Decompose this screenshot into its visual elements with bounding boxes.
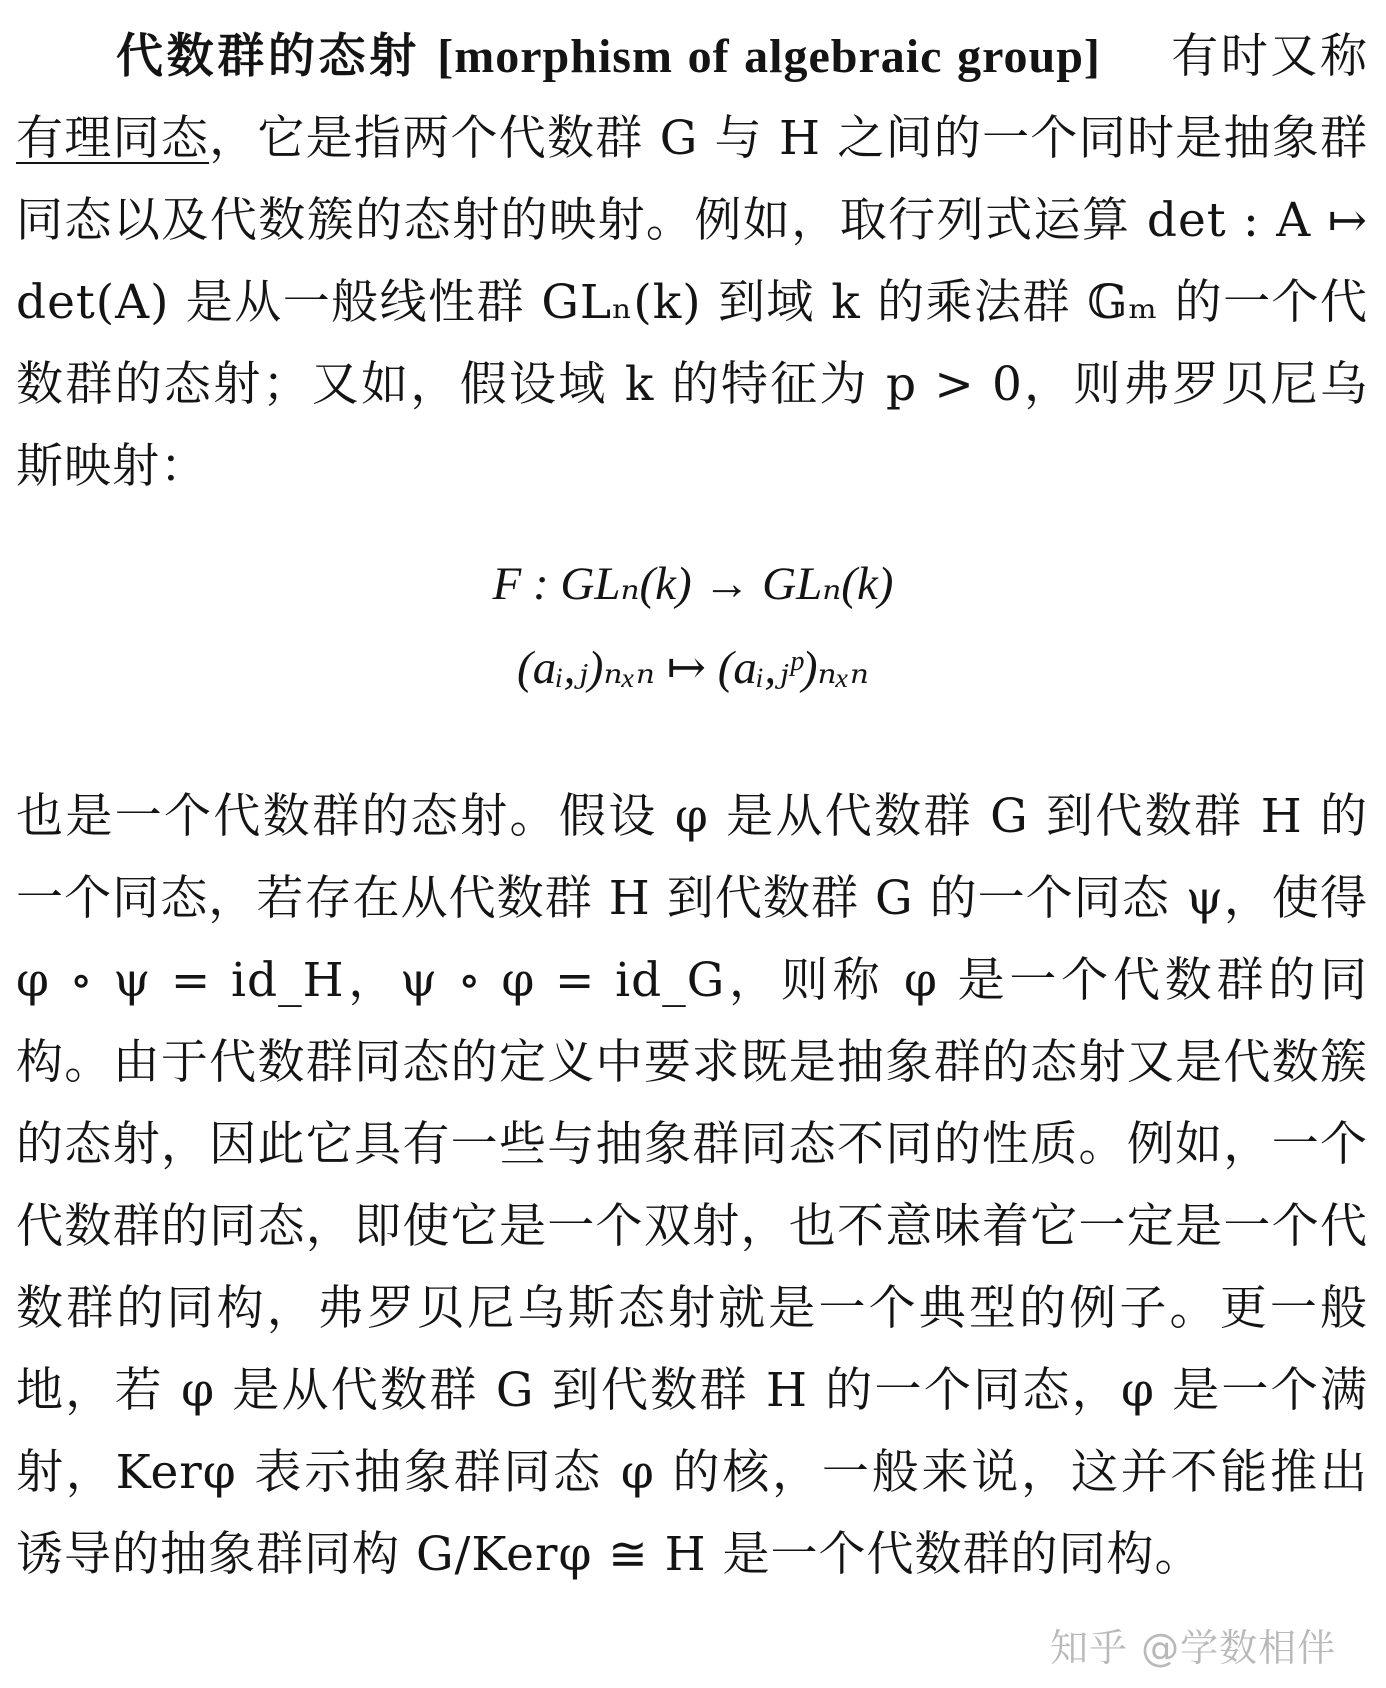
display-formula-line-2: (aᵢ,ⱼ)ₙₓₙ ↦ (aᵢ,ⱼᵖ)ₙₓₙ bbox=[517, 642, 869, 694]
cross-reference-link[interactable]: 有理同态 bbox=[16, 111, 210, 166]
body-paragraph: 也是一个代数群的态射。假设 φ 是从代数群 G 到代数群 H 的一个同态，若存在从代数群 H 到代数群 G 的一个同态 ψ，使得 φ ∘ ψ = id_H，ψ ∘ φ = id_G，则称 φ 是一个代数群的同构。由于代数群同态的定义中要求既是抽象群的态射又是代数簇的态射，因此它具有一些与抽象群同态不同的性质。例如，一个代数群的同态，即使它是一个双射，也不意味着它一定是一个代数群的同构，弗罗贝尼乌斯态射就是一个典型的例子。更一般地，若 φ 是从代数群 G 到代数群 H 的一个同态，φ 是一个满射，Kerφ 表示抽象群同态 φ 的核，一般来说，这并不能推出诱导的抽象群同构 G/Kerφ ≅ H 是一个代数群的同构。 bbox=[16, 789, 1368, 1582]
display-formula-line-1: F : GLₙ(k) → GLₙ(k) bbox=[492, 558, 894, 610]
entry-intro-text: 有时又称 bbox=[1171, 29, 1368, 84]
watermark-text: 知乎 @学数相伴 bbox=[1050, 1626, 1337, 1670]
entry-english-term: [morphism of algebraic group] bbox=[437, 30, 1101, 83]
entry-body-text: ，它是指两个代数群 G 与 H 之间的一个同时是抽象群同态以及代数簇的态射的映射。例如，取行列式运算 det : A ↦ det(A) 是从一般线性群 GLₙ(k) 到域 k 的乘法群 𝔾ₘ 的一个代数群的态射；又如，假设域 k 的特征为 p > 0，则弗罗贝尼乌斯映射： bbox=[16, 111, 1369, 494]
entry-paragraph bbox=[16, 16, 1368, 508]
entry-headword: 代数群的态射 bbox=[116, 29, 420, 84]
